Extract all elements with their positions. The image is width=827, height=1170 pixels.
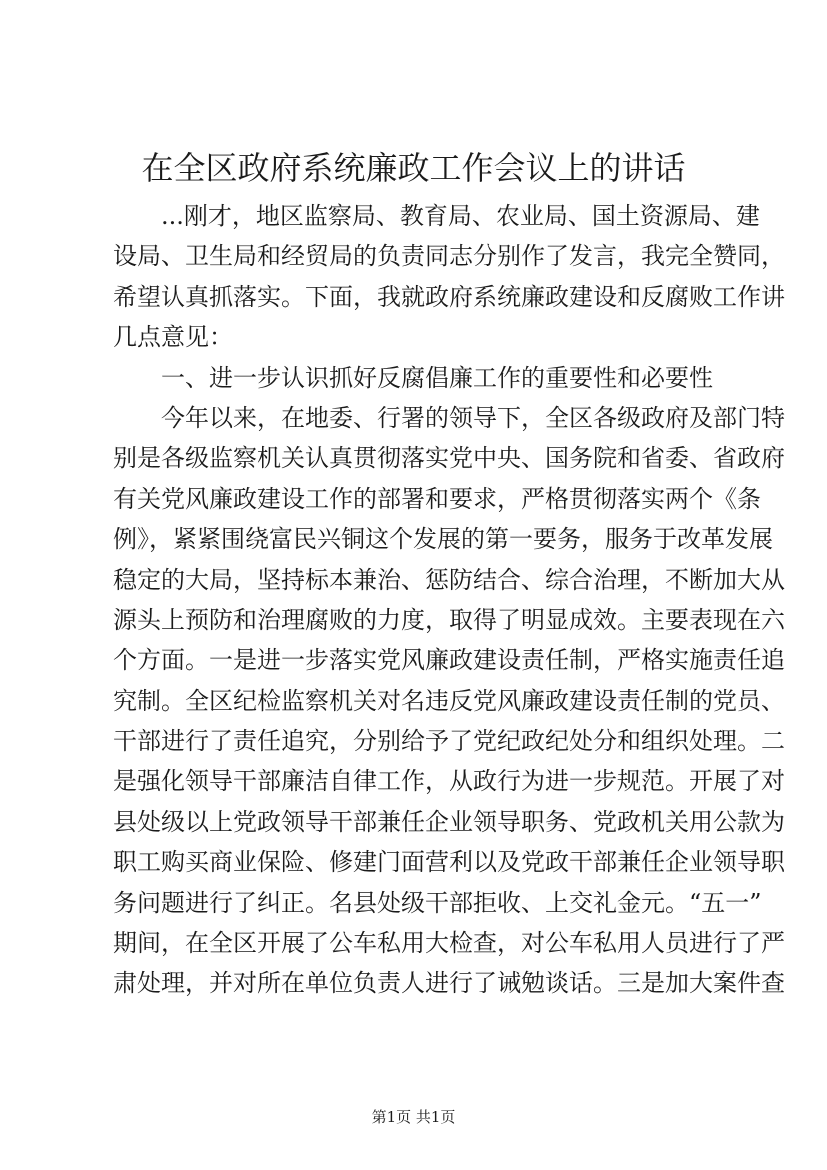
section-heading: 一、进一步认识抓好反腐倡廉工作的重要性和必要性: [161, 363, 713, 392]
body-line: 究制。全区纪检监察机关对名违反党风廉政建设责任制的党员、: [113, 686, 785, 715]
body-line: 干部进行了责任追究，分别给予了党纪政纪处分和组织处理。二: [113, 727, 785, 756]
body-line: 今年以来，在地委、行署的领导下，全区各级政府及部门特: [161, 403, 785, 432]
body-line: 县处级以上党政领导干部兼任企业领导职务、党政机关用公款为: [113, 807, 785, 836]
body-line: 稳定的大局，坚持标本兼治、惩防结合、综合治理，不断加大从: [113, 565, 785, 594]
body-line: 务问题进行了纠正。名县处级干部拒收、上交礼金元。“五一”: [113, 888, 762, 917]
body-line: 期间，在全区开展了公车私用大检查，对公车私用人员进行了严: [113, 929, 785, 958]
body-line: 职工购买商业保险、修建门面营利以及党政干部兼任企业领导职: [113, 848, 785, 877]
body-line: 几点意见：: [113, 323, 233, 352]
body-line: 是强化领导干部廉洁自律工作，从政行为进一步规范。开展了对: [113, 767, 785, 796]
body-line: 有关党风廉政建设工作的部署和要求，严格贯彻落实两个《条: [113, 484, 761, 513]
body-line: 例》，紧紧围绕富民兴铜这个发展的第一要务，服务于改革发展: [113, 525, 773, 554]
body-line: 个方面。一是进一步落实党风廉政建设责任制，严格实施责任追: [113, 646, 785, 675]
body-line: 别是各级监察机关认真贯彻落实党中央、国务院和省委、省政府: [113, 444, 785, 473]
body-line: 希望认真抓落实。下面，我就政府系统廉政建设和反腐败工作讲: [113, 282, 785, 311]
page-number-footer: 第1页 共1页: [371, 1108, 456, 1126]
document-title: 在全区政府系统廉政工作会议上的讲话: [141, 149, 686, 187]
body-line: 源头上预防和治理腐败的力度，取得了明显成效。主要表现在六: [113, 605, 785, 634]
document-body: [113, 196, 785, 1004]
body-line: 设局、卫生局和经贸局的负责同志分别作了发言，我完全赞同，: [113, 242, 785, 271]
body-line: ...刚才，地区监察局、教育局、农业局、国土资源局、建: [161, 202, 760, 230]
body-line: 肃处理，并对所在单位负责人进行了诫勉谈话。三是加大案件查: [113, 969, 785, 998]
